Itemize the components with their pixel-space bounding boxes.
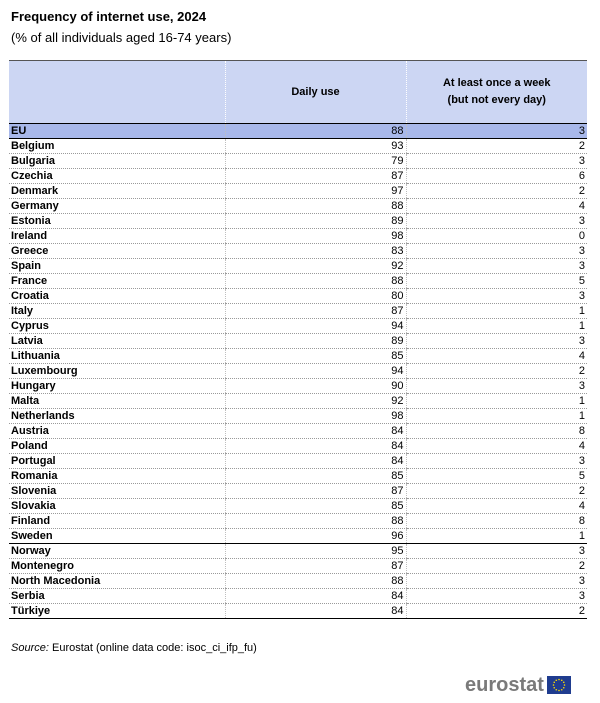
weekly-use-cell: 5 <box>406 274 587 289</box>
table-row <box>9 544 587 559</box>
table-row <box>9 514 587 529</box>
table-row <box>9 274 587 289</box>
header-weekly-use <box>406 61 587 124</box>
weekly-use-cell: 4 <box>406 439 587 454</box>
logo-text: eurostat <box>465 673 544 696</box>
table-row <box>9 424 587 439</box>
table-row <box>9 139 587 154</box>
page-subtitle: (% of all individuals aged 16-74 years) <box>11 30 232 45</box>
header-country <box>9 61 225 124</box>
source-label: Source: <box>11 642 49 654</box>
daily-use-cell: 92 <box>225 259 406 274</box>
daily-use-cell: 84 <box>225 439 406 454</box>
daily-use-cell: 80 <box>225 289 406 304</box>
weekly-use-cell: 1 <box>406 529 587 544</box>
daily-use-cell: 85 <box>225 499 406 514</box>
country-cell: Sweden <box>9 529 225 544</box>
daily-use-cell: 84 <box>225 604 406 619</box>
page-title: Frequency of internet use, 2024 <box>11 9 207 24</box>
country-cell: Serbia <box>9 589 225 604</box>
table-row <box>9 184 587 199</box>
source-text: Eurostat (online data code: isoc_ci_ifp_fu) <box>51 642 257 654</box>
daily-use-cell: 84 <box>225 424 406 439</box>
table-row <box>9 589 587 604</box>
flag-star <box>563 687 565 689</box>
country-cell: Romania <box>9 469 225 484</box>
weekly-use-cell: 1 <box>406 409 587 424</box>
weekly-use-cell: 3 <box>406 214 587 229</box>
flag-star <box>555 689 557 691</box>
table-body <box>9 124 587 619</box>
daily-use-cell: 98 <box>225 229 406 244</box>
country-cell: Montenegro <box>9 559 225 574</box>
table-row <box>9 364 587 379</box>
table-row <box>9 559 587 574</box>
flag-star <box>563 681 565 683</box>
daily-use-cell: 83 <box>225 244 406 259</box>
country-cell: Cyprus <box>9 319 225 334</box>
country-cell: Norway <box>9 544 225 559</box>
table-row <box>9 214 587 229</box>
table-row <box>9 409 587 424</box>
weekly-use-cell: 6 <box>406 169 587 184</box>
daily-use-cell: 89 <box>225 334 406 349</box>
daily-use-cell: 85 <box>225 469 406 484</box>
daily-use-cell: 88 <box>225 124 406 139</box>
weekly-use-cell: 2 <box>406 604 587 619</box>
table-row <box>9 499 587 514</box>
source-note <box>11 642 257 654</box>
flag-star <box>561 689 563 691</box>
table-row <box>9 319 587 334</box>
table-row <box>9 469 587 484</box>
table-row <box>9 334 587 349</box>
table-row <box>9 169 587 184</box>
daily-use-cell: 92 <box>225 394 406 409</box>
eu-flag-icon <box>547 676 571 694</box>
daily-use-cell: 87 <box>225 304 406 319</box>
weekly-use-cell: 0 <box>406 229 587 244</box>
flag-star <box>553 681 555 683</box>
table-header-row <box>9 61 587 124</box>
daily-use-cell: 87 <box>225 559 406 574</box>
table-row <box>9 574 587 589</box>
daily-use-cell: 94 <box>225 319 406 334</box>
eurostat-logo <box>465 672 571 698</box>
weekly-use-cell: 1 <box>406 394 587 409</box>
country-cell: Poland <box>9 439 225 454</box>
country-cell: Türkiye <box>9 604 225 619</box>
country-cell: Ireland <box>9 229 225 244</box>
daily-use-cell: 93 <box>225 139 406 154</box>
country-cell: Hungary <box>9 379 225 394</box>
table-row <box>9 454 587 469</box>
daily-use-cell: 98 <box>225 409 406 424</box>
country-cell: Spain <box>9 259 225 274</box>
weekly-use-cell: 2 <box>406 184 587 199</box>
country-cell: Greece <box>9 244 225 259</box>
weekly-use-cell: 3 <box>406 454 587 469</box>
country-cell: Netherlands <box>9 409 225 424</box>
daily-use-cell: 94 <box>225 364 406 379</box>
country-cell: Lithuania <box>9 349 225 364</box>
daily-use-cell: 88 <box>225 274 406 289</box>
table-row <box>9 604 587 619</box>
country-cell: Latvia <box>9 334 225 349</box>
weekly-use-cell: 4 <box>406 349 587 364</box>
daily-use-cell: 88 <box>225 199 406 214</box>
flag-star <box>558 679 560 681</box>
daily-use-cell: 85 <box>225 349 406 364</box>
weekly-use-cell: 3 <box>406 154 587 169</box>
daily-use-cell: 84 <box>225 589 406 604</box>
daily-use-cell: 84 <box>225 454 406 469</box>
weekly-use-cell: 3 <box>406 124 587 139</box>
flag-star <box>553 687 555 689</box>
flag-star <box>558 690 560 692</box>
weekly-use-cell: 3 <box>406 289 587 304</box>
country-cell: EU <box>9 124 225 139</box>
country-cell: Austria <box>9 424 225 439</box>
country-cell: Portugal <box>9 454 225 469</box>
weekly-use-cell: 3 <box>406 544 587 559</box>
weekly-use-cell: 8 <box>406 514 587 529</box>
table-row <box>9 259 587 274</box>
weekly-use-cell: 3 <box>406 244 587 259</box>
table-row <box>9 124 587 139</box>
table-row <box>9 529 587 544</box>
country-cell: Czechia <box>9 169 225 184</box>
country-cell: Malta <box>9 394 225 409</box>
country-cell: Italy <box>9 304 225 319</box>
country-cell: Denmark <box>9 184 225 199</box>
country-cell: Belgium <box>9 139 225 154</box>
table-row <box>9 244 587 259</box>
country-cell: Croatia <box>9 289 225 304</box>
data-table <box>9 60 587 619</box>
header-daily-use: Daily use <box>225 61 406 124</box>
daily-use-cell: 88 <box>225 514 406 529</box>
table-row <box>9 379 587 394</box>
table-row <box>9 349 587 364</box>
country-cell: Luxembourg <box>9 364 225 379</box>
weekly-use-cell: 1 <box>406 319 587 334</box>
table-row <box>9 289 587 304</box>
daily-use-cell: 79 <box>225 154 406 169</box>
daily-use-cell: 87 <box>225 484 406 499</box>
table-row <box>9 199 587 214</box>
flag-star <box>555 679 557 681</box>
country-cell: Estonia <box>9 214 225 229</box>
daily-use-cell: 96 <box>225 529 406 544</box>
weekly-use-cell: 8 <box>406 424 587 439</box>
header-weekly-text: At least once a week (but not every day) <box>442 77 551 106</box>
daily-use-cell: 90 <box>225 379 406 394</box>
daily-use-cell: 95 <box>225 544 406 559</box>
country-cell: Slovenia <box>9 484 225 499</box>
country-cell: Germany <box>9 199 225 214</box>
country-cell: Slovakia <box>9 499 225 514</box>
table-row <box>9 484 587 499</box>
daily-use-cell: 87 <box>225 169 406 184</box>
table-row <box>9 439 587 454</box>
weekly-use-cell: 3 <box>406 574 587 589</box>
weekly-use-cell: 2 <box>406 484 587 499</box>
weekly-use-cell: 3 <box>406 379 587 394</box>
country-cell: Bulgaria <box>9 154 225 169</box>
weekly-use-cell: 2 <box>406 364 587 379</box>
flag-star <box>561 679 563 681</box>
country-cell: Finland <box>9 514 225 529</box>
weekly-use-cell: 3 <box>406 334 587 349</box>
country-cell: North Macedonia <box>9 574 225 589</box>
country-cell: France <box>9 274 225 289</box>
weekly-use-cell: 3 <box>406 259 587 274</box>
table-row <box>9 154 587 169</box>
daily-use-cell: 89 <box>225 214 406 229</box>
weekly-use-cell: 4 <box>406 499 587 514</box>
daily-use-cell: 97 <box>225 184 406 199</box>
flag-star <box>553 684 555 686</box>
weekly-use-cell: 2 <box>406 139 587 154</box>
weekly-use-cell: 2 <box>406 559 587 574</box>
weekly-use-cell: 4 <box>406 199 587 214</box>
daily-use-cell: 88 <box>225 574 406 589</box>
table-row <box>9 229 587 244</box>
flag-star <box>564 684 566 686</box>
weekly-use-cell: 5 <box>406 469 587 484</box>
weekly-use-cell: 1 <box>406 304 587 319</box>
table-row <box>9 304 587 319</box>
table-row <box>9 394 587 409</box>
weekly-use-cell: 3 <box>406 589 587 604</box>
